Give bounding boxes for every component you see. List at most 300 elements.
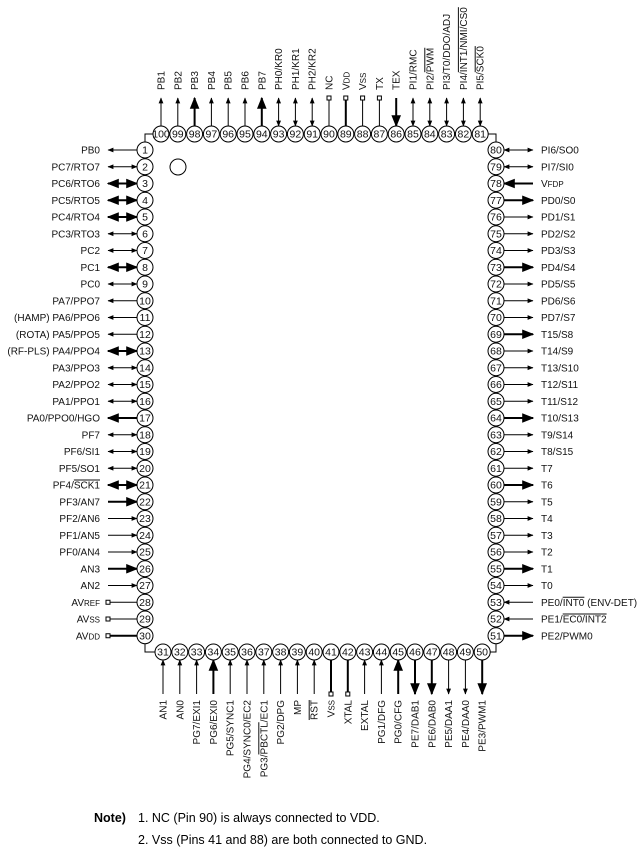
right-pin-row (488, 393, 578, 409)
right-pin-row (488, 628, 593, 644)
top-pin-col (152, 71, 170, 142)
left-pin-row (27, 410, 153, 426)
pin-number: 67 (490, 362, 502, 375)
right-pin-row (488, 561, 553, 577)
pin-13 (137, 343, 153, 359)
pin-label: PD4/S4 (541, 262, 576, 274)
pin-label: TEX (391, 70, 403, 90)
right-pin-row (488, 611, 607, 627)
pin-14 (137, 360, 153, 376)
pin-47 (424, 644, 440, 660)
pin-number: 8 (142, 261, 148, 274)
pin-11 (137, 310, 153, 326)
pin-53 (488, 594, 504, 610)
pin-number: 22 (139, 496, 151, 509)
pin-number: 44 (375, 646, 388, 659)
pin-label: PF3/AN7 (59, 497, 100, 509)
pin-55 (488, 561, 504, 577)
pin-label: T15/S8 (541, 329, 574, 341)
pin-number: 83 (440, 128, 453, 141)
pin-label: PG2/DPG (276, 700, 288, 745)
pin-label: PI3/T0/DDO/ADJ (442, 13, 454, 90)
pin-label: PI2/PWM (425, 47, 437, 90)
pin-25 (137, 544, 153, 560)
top-pin-col (203, 71, 219, 142)
pin-label: T0 (541, 581, 553, 592)
pin-number: 29 (139, 613, 151, 626)
left-pin-row (77, 611, 153, 627)
pin-3 (137, 176, 153, 192)
pin-label: PD7/S7 (541, 313, 576, 324)
pin-number: 15 (139, 379, 151, 392)
pin-49 (457, 644, 473, 660)
pin-number: 41 (325, 646, 337, 659)
pin-number: 30 (139, 630, 151, 643)
right-pin-row (488, 477, 553, 493)
pin-label: PD3/S3 (541, 246, 576, 257)
pin-12 (137, 326, 153, 342)
pin-number: 42 (341, 646, 354, 659)
pin-label: PD2/S2 (541, 229, 576, 241)
pin-number: 63 (490, 429, 502, 442)
right-pin-row (488, 527, 553, 543)
pin-number: 5 (142, 211, 148, 224)
top-pin-col (304, 48, 320, 142)
pin-number: 55 (490, 563, 502, 576)
right-pin-row (488, 511, 553, 527)
bottom-pin-col (390, 644, 406, 744)
pin-number: 99 (171, 128, 184, 141)
pin-label: T11/S12 (541, 396, 579, 408)
left-pin-row (76, 628, 153, 644)
pin-51 (488, 628, 504, 644)
pin-42 (340, 644, 356, 660)
pin-89 (338, 126, 354, 142)
right-pin-row (488, 427, 574, 443)
pin-label: PG0/CFG (393, 700, 405, 744)
top-pin-col (338, 72, 354, 142)
pin-label: PE0/INT0 (ENV-DET) (541, 597, 638, 609)
pin-label: PI4/INT1/NMI/CS0 (458, 7, 470, 90)
pin-number: 90 (323, 128, 335, 141)
pin-4 (137, 192, 153, 208)
pin-65 (488, 393, 504, 409)
pin-35 (222, 644, 238, 660)
pin-76 (488, 209, 504, 225)
bottom-pin-col (407, 644, 423, 748)
pin-71 (488, 293, 504, 309)
pin-number: 36 (241, 646, 253, 659)
pin-number: 12 (139, 328, 151, 341)
left-pin-row (59, 494, 153, 510)
pin-number: 59 (490, 496, 502, 509)
pin-number: 74 (490, 245, 502, 258)
pin-66 (488, 377, 504, 393)
pin-label: PC7/RTO7 (51, 162, 100, 174)
pin-number: 87 (373, 128, 386, 141)
pin-87 (371, 126, 387, 142)
pin-84 (422, 126, 438, 142)
pin-label: (HAMP) PA6/PPO6 (14, 313, 100, 324)
left-pin-row (81, 243, 153, 259)
left-pin-row (59, 460, 153, 476)
right-pin-row (488, 142, 579, 158)
pin-number: 3 (142, 178, 148, 191)
right-pin-row (488, 494, 553, 510)
pin-number: 19 (139, 446, 151, 459)
pin-number: 14 (139, 362, 151, 375)
pin-label: PG1/DFG (376, 700, 388, 744)
pin-number: 35 (224, 646, 237, 659)
pin-label: AN2 (80, 581, 100, 592)
right-pin-row (488, 343, 574, 359)
right-pin-row (488, 377, 578, 393)
pin-91 (304, 126, 320, 142)
pin-number: 17 (139, 412, 151, 425)
pin-number: 40 (308, 646, 321, 659)
pin-label: PG3/PBCTL/EC1 (259, 700, 271, 778)
top-pin-col (271, 48, 287, 142)
left-pin-row (51, 176, 153, 192)
pin-label: PE7/DAB1 (410, 700, 422, 748)
pin-8 (137, 259, 153, 275)
pin-32 (172, 644, 188, 660)
pin-37 (256, 644, 272, 660)
pin-99 (170, 126, 186, 142)
pin-73 (488, 259, 504, 275)
pin-label: PB5 (223, 71, 235, 90)
pin-label: PD1/S1 (541, 212, 576, 224)
pin-label: AVREF (71, 597, 100, 609)
chip-outline (145, 134, 496, 652)
pin-18 (137, 427, 153, 443)
pin-81 (472, 126, 488, 142)
pin-label: PE5/DAA1 (444, 700, 456, 748)
pin-label: PE3/PWM1 (477, 700, 489, 752)
pin-39 (289, 644, 305, 660)
right-pin-row (488, 310, 576, 326)
right-pin-row (488, 578, 553, 594)
bottom-pin-col (189, 644, 205, 744)
pin-number: 60 (490, 479, 502, 492)
pin-number: 32 (173, 646, 186, 659)
left-pin-row (51, 192, 153, 208)
pin-number: 98 (188, 128, 201, 141)
pin-60 (488, 477, 504, 493)
pin-83 (439, 126, 455, 142)
pin-68 (488, 343, 504, 359)
pin-52 (488, 611, 504, 627)
pin-64 (488, 410, 504, 426)
left-pin-row (52, 360, 153, 376)
pin-number: 72 (490, 278, 502, 291)
bottom-pin-col (474, 644, 490, 752)
pin-label: XTAL (343, 700, 355, 725)
top-pin-col (170, 71, 186, 142)
left-pin-row (52, 393, 153, 409)
notes-section (94, 807, 427, 851)
bottom-pin-col (222, 644, 238, 756)
pin-label: (ROTA) PA5/PPO5 (15, 329, 100, 341)
pin-label: PG5/SYNC1 (225, 700, 237, 757)
pin-label: (RF-PLS) PA4/PPO4 (7, 346, 100, 358)
pin-number: 52 (490, 613, 502, 626)
pin-label: AN3 (80, 564, 100, 576)
right-pin-row (488, 192, 576, 208)
pin-number: 6 (142, 228, 148, 241)
note-1 (94, 807, 427, 829)
pin-label: EXTAL (360, 700, 372, 731)
pin-16 (137, 393, 153, 409)
pin-label: PH0/KR0 (274, 48, 286, 90)
top-pin-col (355, 73, 371, 142)
pin-9 (137, 276, 153, 292)
pin-100 (152, 126, 170, 142)
pin-41 (323, 644, 339, 660)
pin-79 (488, 159, 504, 175)
pin-92 (287, 126, 303, 142)
note-2 (94, 829, 427, 851)
top-pin-col (388, 70, 404, 142)
pin-24 (137, 527, 153, 543)
pin-label: PB7 (257, 71, 269, 90)
pin-number: 33 (190, 646, 203, 659)
left-pin-row (71, 594, 153, 610)
pin-38 (273, 644, 289, 660)
pin-number: 18 (139, 429, 151, 442)
pin-label: PC4/RTO4 (51, 212, 100, 224)
pin-label: PI5/SCK0 (475, 46, 487, 90)
left-pin-row (81, 561, 153, 577)
right-pin-row (488, 444, 574, 460)
pin-67 (488, 360, 504, 376)
pin-label: PB1 (156, 71, 168, 90)
left-pin-row (81, 276, 153, 292)
pin-number: 84 (423, 128, 436, 141)
pin-31 (155, 644, 171, 660)
pin-number: 81 (474, 128, 487, 141)
pin-number: 26 (139, 563, 151, 576)
pin-23 (137, 511, 153, 527)
pin-number: 10 (139, 295, 151, 308)
left-pin-row (81, 142, 153, 158)
pin-label: VDD (341, 71, 353, 90)
pin-label: NC (324, 75, 336, 90)
pin-number: 73 (490, 261, 502, 274)
pin-number: 62 (490, 446, 502, 459)
pin-number: 69 (490, 328, 502, 341)
left-pin-row (51, 159, 153, 175)
pin-44 (373, 644, 389, 660)
pin1-marker-dot (170, 159, 186, 175)
pin-number: 86 (390, 128, 403, 141)
pin-label: PB3 (190, 71, 202, 90)
pin-6 (137, 226, 153, 242)
pin-label: PG4/SYNC0/EC2 (242, 700, 254, 779)
pin-number: 34 (207, 646, 220, 659)
pin-1 (137, 142, 153, 158)
pin-number: 79 (490, 161, 502, 174)
pin-label: PB2 (173, 71, 185, 90)
pin-label: T13/S10 (541, 363, 579, 375)
pin-78 (488, 176, 504, 192)
bottom-pin-col (340, 644, 356, 724)
pin-74 (488, 243, 504, 259)
left-pin-row (53, 477, 153, 493)
pin-label: PA1/PPO1 (52, 396, 100, 408)
right-pin-row (488, 243, 576, 259)
right-pin-group (488, 142, 637, 644)
pin-label: PC6/RTO6 (51, 179, 100, 190)
pin-number: 47 (425, 646, 438, 659)
pin-label: PF0/AN4 (59, 547, 100, 559)
pin-label: RST (309, 700, 321, 720)
right-pin-row (488, 410, 579, 426)
pin-90 (321, 126, 337, 142)
pin-7 (137, 243, 153, 259)
pin-label: T8/S15 (541, 447, 574, 458)
left-pin-row (14, 310, 153, 326)
pin-58 (488, 511, 504, 527)
pin-number: 39 (291, 646, 304, 659)
pin-22 (137, 494, 153, 510)
pin-number: 66 (490, 379, 502, 392)
bottom-pin-col (441, 644, 457, 748)
pin-85 (405, 126, 421, 142)
pin-45 (390, 644, 406, 660)
top-pin-col (254, 71, 270, 142)
left-pin-row (51, 226, 153, 242)
pin-69 (488, 326, 504, 342)
bottom-pin-col (239, 644, 255, 778)
right-pin-row (488, 176, 564, 192)
pin-95 (237, 126, 253, 142)
pin-label: T5 (541, 497, 553, 509)
pin-label: T3 (541, 530, 553, 542)
pin-number: 20 (139, 462, 151, 475)
pin-number: 76 (490, 211, 502, 224)
top-pin-col (220, 71, 236, 142)
bottom-pin-col (155, 644, 171, 719)
pin-63 (488, 427, 504, 443)
pin-label: PE6/DAB0 (427, 700, 439, 748)
left-pin-row (52, 377, 153, 393)
pin-93 (271, 126, 287, 142)
right-pin-row (488, 259, 576, 275)
pin-94 (254, 126, 270, 142)
pin-number: 100 (152, 128, 170, 141)
pin-34 (205, 644, 221, 660)
pin-label: AVSS (76, 614, 100, 626)
pin-number: 16 (139, 395, 151, 408)
pin-number: 21 (139, 479, 151, 492)
pin-number: 46 (409, 646, 421, 659)
left-pin-row (16, 326, 153, 342)
pin-label: PF6/SI1 (63, 447, 100, 458)
pin-label: PI6/SO0 (541, 145, 579, 157)
pin-33 (189, 644, 205, 660)
right-pin-row (488, 360, 579, 376)
pin-label: PG6/EXI0 (208, 700, 220, 745)
top-pin-col (422, 48, 438, 142)
pin-number: 75 (490, 228, 502, 241)
pin-19 (137, 444, 153, 460)
pin-97 (203, 126, 219, 142)
right-pin-row (488, 226, 576, 242)
pin-30 (137, 628, 153, 644)
pin-label: PC5/RTO5 (51, 195, 100, 207)
top-pin-col (405, 49, 421, 142)
note-text-2: 2. Vss (Pins 41 and 88) are both connected to GND. (138, 833, 428, 847)
bottom-pin-col (457, 644, 473, 748)
pin-label: PD0/S0 (541, 195, 576, 207)
pin-29 (137, 611, 153, 627)
pin-label: AVDD (75, 631, 100, 643)
pin-86 (388, 126, 404, 142)
left-pin-group (7, 142, 153, 644)
pin-number: 88 (356, 128, 369, 141)
pin-96 (220, 126, 236, 142)
pin-number: 43 (358, 646, 371, 659)
pin-40 (306, 644, 322, 660)
pin-54 (488, 578, 504, 594)
pin-number: 78 (490, 178, 502, 191)
pin-number: 70 (490, 312, 502, 325)
bottom-pin-col (289, 644, 305, 715)
pin-number: 25 (139, 546, 151, 559)
right-pin-row (488, 293, 576, 309)
pin-36 (239, 644, 255, 660)
pin-number: 82 (457, 128, 470, 141)
pin-label: PA2/PPO2 (52, 380, 100, 391)
pin-label: PA3/PPO3 (52, 363, 100, 375)
pin-label: T6 (541, 480, 553, 492)
pin-label: T7 (541, 463, 553, 475)
pin-number: 27 (139, 580, 151, 593)
left-pin-row (82, 427, 153, 443)
notes-heading: Note) (94, 811, 126, 825)
pin-label: PC3/RTO3 (51, 229, 100, 241)
pin-61 (488, 460, 504, 476)
pin-number: 45 (392, 646, 405, 659)
pin-label: PF5/SO1 (58, 463, 100, 475)
pin-21 (137, 477, 153, 493)
pin-label: PC1 (80, 262, 100, 274)
pin-10 (137, 293, 153, 309)
pin-label: PB6 (240, 71, 252, 90)
bottom-pin-col (323, 644, 339, 717)
pin-26 (137, 561, 153, 577)
top-pin-col (472, 46, 488, 142)
pin-label: PB0 (81, 145, 100, 157)
pin-number: 13 (139, 345, 151, 358)
left-pin-row (59, 511, 153, 527)
pin-62 (488, 444, 504, 460)
bottom-pin-col (172, 644, 188, 719)
pin-number: 77 (490, 194, 502, 207)
pin-98 (187, 126, 203, 142)
pin-number: 49 (459, 646, 472, 659)
bottom-pin-col (205, 644, 221, 744)
top-pin-col (371, 77, 387, 142)
pin-number: 37 (257, 646, 270, 659)
pin-number: 64 (490, 412, 502, 425)
pin-label: T10/S13 (541, 413, 579, 425)
note-text-1: 1. NC (Pin 90) is always connected to VDD. (138, 811, 380, 825)
pin-label: PD5/S5 (541, 279, 576, 291)
bottom-pin-col (373, 644, 389, 744)
pin-50 (474, 644, 490, 660)
